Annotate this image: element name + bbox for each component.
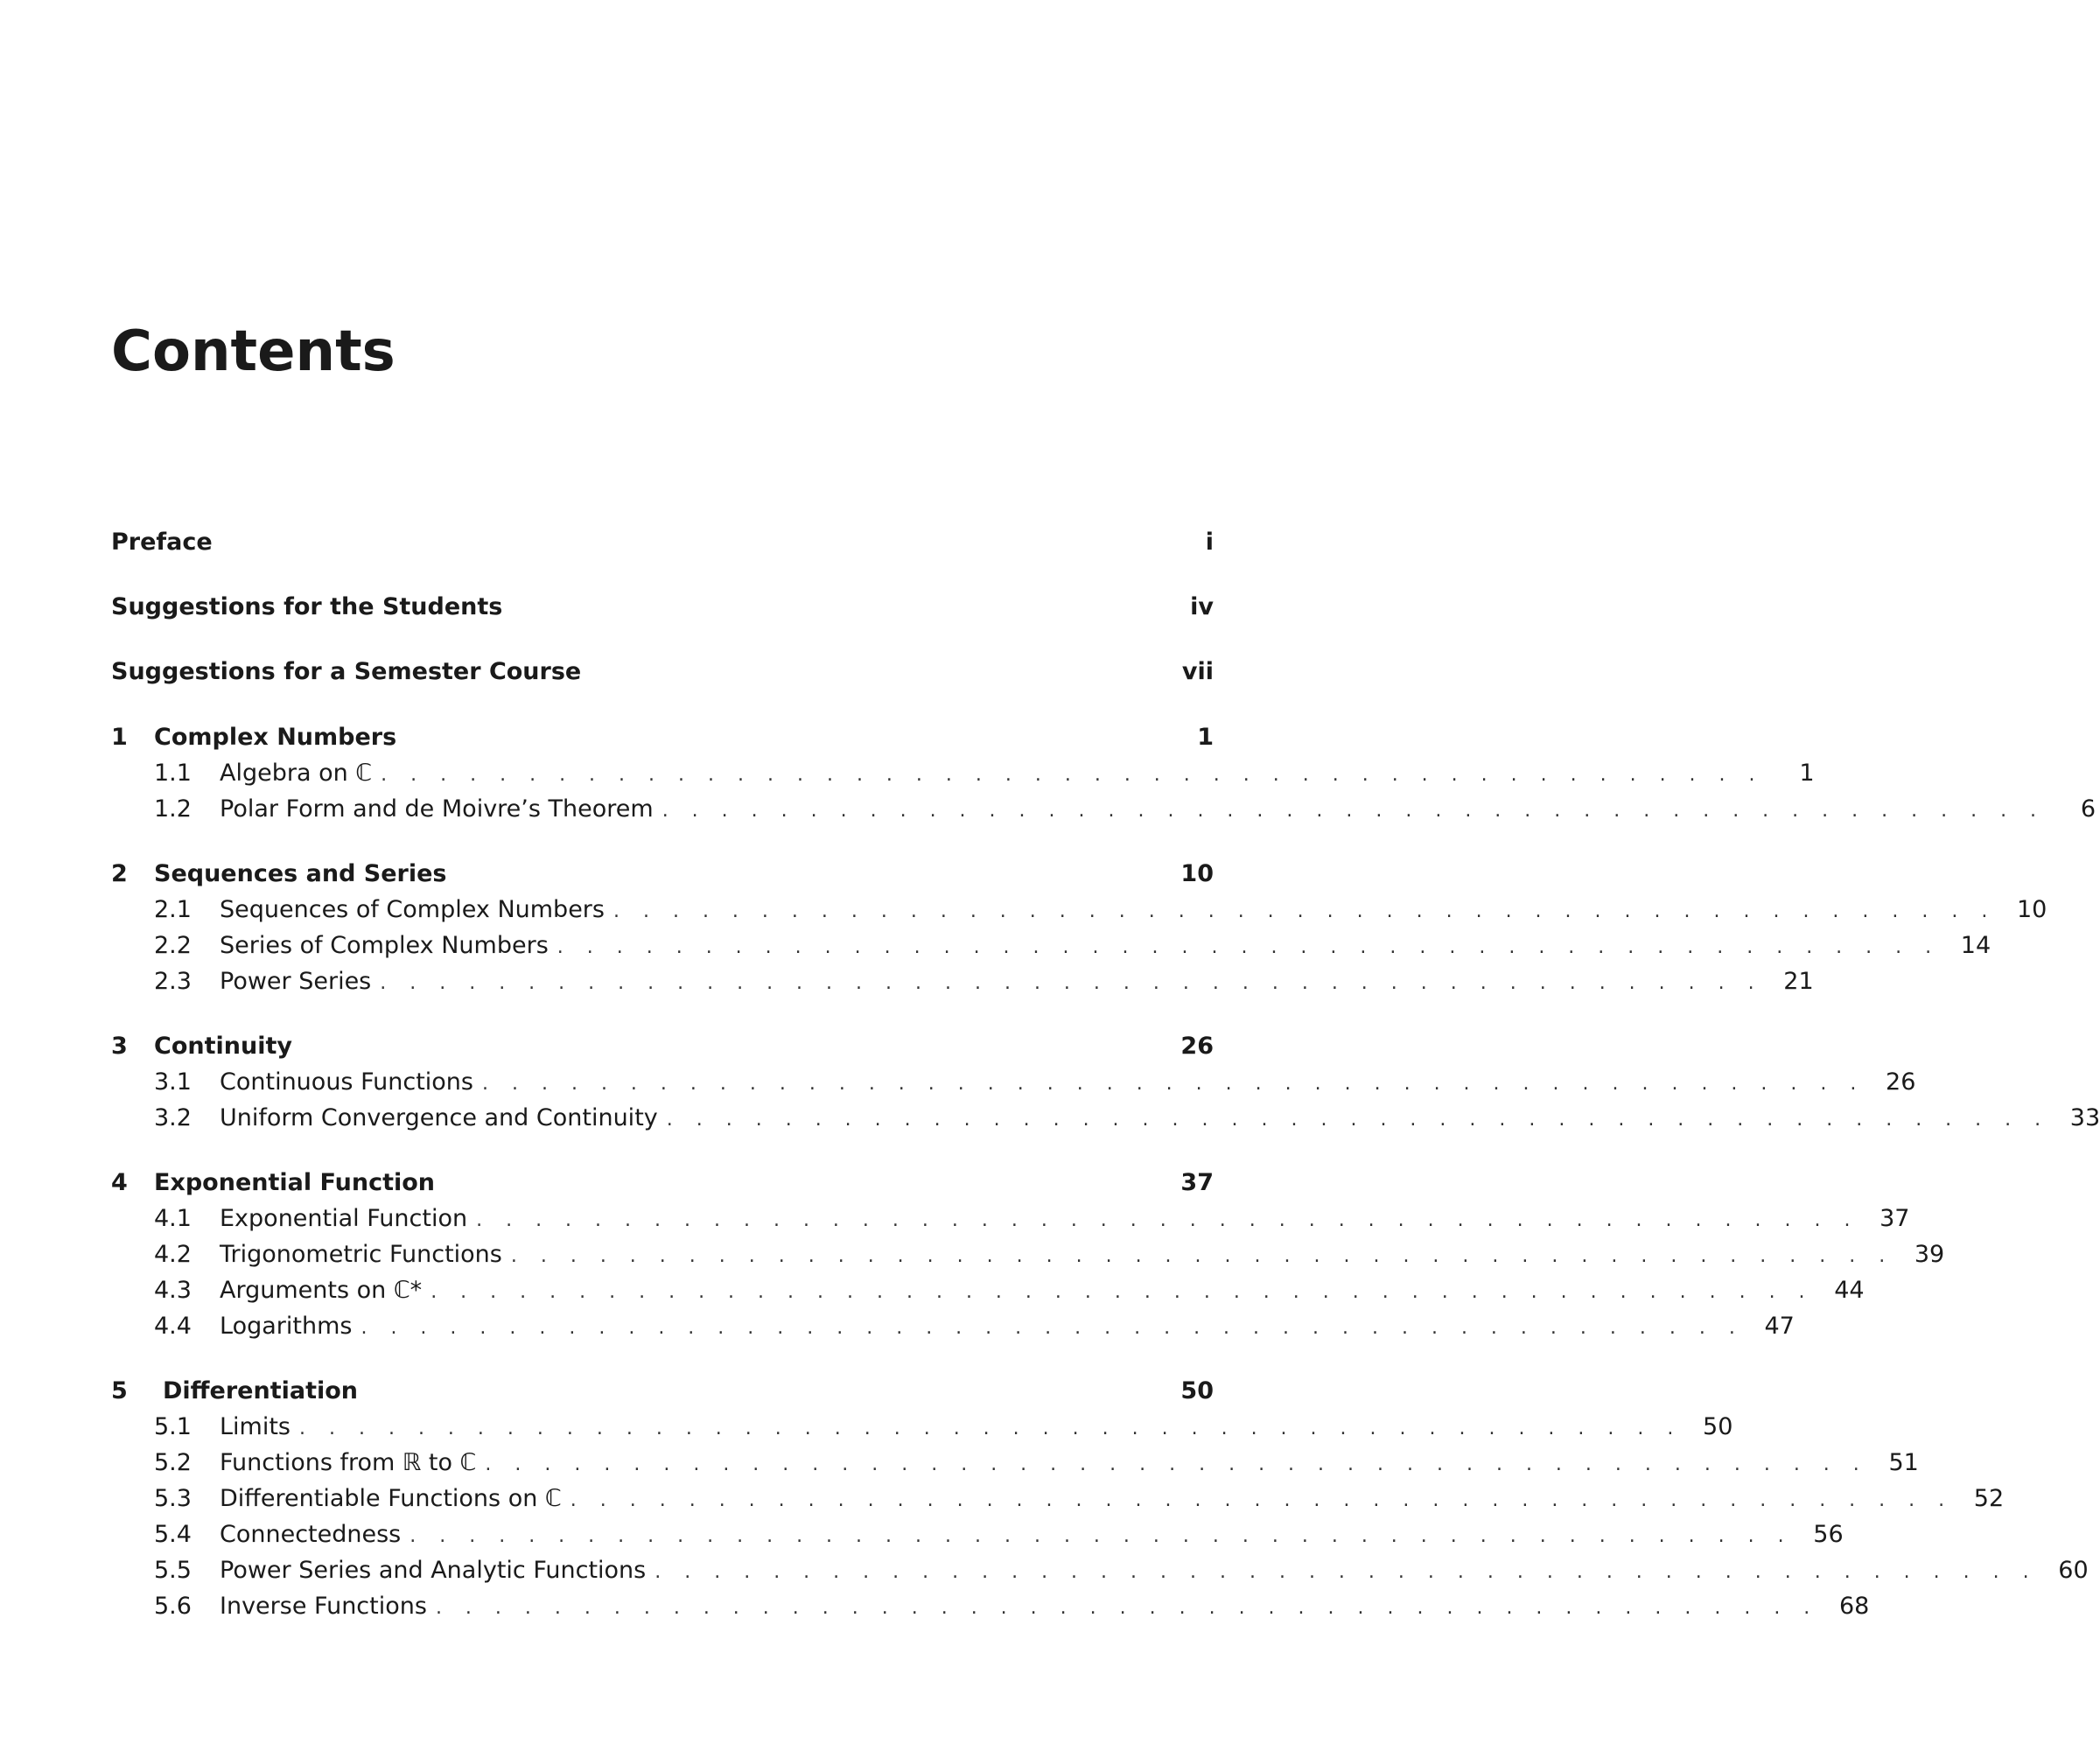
chapter-number: 1	[111, 724, 128, 751]
section-number: 5.6	[154, 1593, 192, 1620]
section-number: 4.3	[154, 1277, 192, 1304]
section-page: 33	[2069, 1104, 2100, 1131]
contents-page	[111, 0, 2100, 1751]
section-page: 47	[1764, 1313, 1795, 1340]
section-number: 2.1	[154, 896, 192, 923]
dot-leader: . . . . . . . . . . . . . . . . . . . . . . . . . . . . . . . . . . . . . . . . . . . . . . .	[299, 1418, 1683, 1439]
section-title: Functions from ℝ to ℂ	[220, 1449, 477, 1476]
chapter-entry[interactable]	[111, 719, 1214, 755]
toc-entry-title: Suggestions for a Semester Course	[111, 658, 582, 685]
dot-leader: . . . . . . . . . . . . . . . . . . . . . . . . . . . . . . . . . . . . . . . . . . . . . . .	[510, 1245, 1894, 1267]
section-title: Logarithms	[220, 1313, 353, 1340]
section-entry[interactable]	[111, 1100, 2100, 1136]
section-number: 3.1	[154, 1068, 192, 1096]
toc-entry-preface[interactable]	[111, 525, 1214, 590]
dot-leader: . . . . . . . . . . . . . . . . . . . . . . . . . . . . . . . . . . . . . . . . . . . . . . .	[666, 1109, 2050, 1131]
section-page: 37	[1880, 1205, 1910, 1232]
dot-leader: . . . . . . . . . . . . . . . . . . . . . . . . . . . . . . . . . . . . . . . . . . . . . . .	[570, 1489, 1954, 1511]
section-title: Uniform Convergence and Continuity	[220, 1104, 658, 1131]
chapter-entry[interactable]	[111, 1373, 1214, 1409]
section-title: Continuous Functions	[220, 1068, 473, 1096]
toc-entry-title: Preface	[111, 529, 213, 556]
chapter-number: 2	[111, 860, 128, 887]
dot-leader: . . . . . . . . . . . . . . . . . . . . . . . . . . . . . . . . . . . . . . . . . . . . . . .	[435, 1597, 1819, 1619]
chapter-number: 4	[111, 1169, 128, 1196]
chapter-page: 26	[1180, 1033, 1214, 1060]
dot-leader: . . . . . . . . . . . . . . . . . . . . . . . . . . . . . . . . . . . . . . . . . . . . . . .	[485, 1453, 1868, 1475]
section-number: 2.2	[154, 932, 192, 959]
section-number: 5.5	[154, 1557, 192, 1584]
chapter-page: 1	[1197, 724, 1214, 751]
section-entry[interactable]	[111, 1409, 1733, 1445]
section-title: Power Series	[220, 968, 372, 995]
chapter-title: Continuity	[154, 1033, 292, 1060]
toc-entry-suggestions-students[interactable]	[111, 590, 1214, 655]
dot-leader: . . . . . . . . . . . . . . . . . . . . . . . . . . . . . . . . . . . . . . . . . . . . . . .	[612, 900, 1997, 922]
section-entry[interactable]	[111, 928, 1992, 963]
dot-leader: . . . . . . . . . . . . . . . . . . . . . . . . . . . . . . . . . . . . . . . . . . . . . . .	[410, 1525, 1793, 1547]
section-page: 44	[1834, 1277, 1865, 1304]
section-title: Polar Form and de Moivre’s Theorem	[220, 795, 654, 823]
section-number: 1.2	[154, 795, 192, 823]
chapter-block	[111, 719, 2096, 827]
section-page: 39	[1914, 1241, 1945, 1268]
section-title: Power Series and Analytic Functions	[220, 1557, 647, 1584]
section-page: 56	[1813, 1521, 1844, 1548]
section-entry[interactable]	[111, 963, 1814, 999]
section-title: Exponential Function	[220, 1205, 468, 1232]
chapter-entry[interactable]	[111, 1028, 1214, 1064]
section-page: 52	[1973, 1485, 2005, 1512]
page-title: Contents	[111, 319, 396, 384]
section-page: 50	[1703, 1413, 1733, 1440]
section-page: 68	[1838, 1593, 1870, 1620]
section-entry[interactable]	[111, 892, 2048, 928]
chapter-number: 3	[111, 1033, 128, 1060]
section-number: 3.2	[154, 1104, 192, 1131]
section-title: Arguments on ℂ*	[220, 1277, 423, 1304]
section-entry[interactable]	[111, 1516, 1844, 1552]
dot-leader: . . . . . . . . . . . . . . . . . . . . . . . . . . . . . . . . . . . . . . . . . . . . . . .	[430, 1281, 1814, 1303]
dot-leader: . . . . . . . . . . . . . . . . . . . . . . . . . . . . . . . . . . . . . . . . . . . . . . .	[381, 764, 1764, 786]
chapter-page: 10	[1180, 860, 1214, 887]
section-page: 51	[1888, 1449, 1919, 1476]
chapter-block	[111, 856, 2048, 999]
section-entry[interactable]	[111, 1445, 1919, 1481]
chapter-page: 37	[1180, 1169, 1214, 1196]
section-entry[interactable]	[111, 1481, 2005, 1516]
section-number: 4.4	[154, 1313, 192, 1340]
section-entry[interactable]	[111, 1236, 1945, 1272]
section-number: 5.2	[154, 1449, 192, 1476]
section-title: Differentiable Functions on ℂ	[220, 1485, 562, 1512]
toc-entry-page: iv	[1190, 593, 1214, 620]
section-page: 26	[1886, 1068, 1916, 1096]
chapter-block	[111, 1373, 2089, 1624]
toc-entry-page: i	[1205, 529, 1214, 556]
section-page: 1	[1799, 760, 1815, 787]
section-entry[interactable]	[111, 1201, 1910, 1236]
section-number: 2.3	[154, 968, 192, 995]
dot-leader: . . . . . . . . . . . . . . . . . . . . . . . . . . . . . . . . . . . . . . . . . . . . . . .	[654, 1561, 2038, 1583]
section-entry[interactable]	[111, 1308, 1795, 1344]
chapter-entry[interactable]	[111, 1165, 1214, 1201]
dot-leader: . . . . . . . . . . . . . . . . . . . . . . . . . . . . . . . . . . . . . . . . . . . . . . .	[380, 972, 1763, 994]
section-entry[interactable]	[111, 1272, 1865, 1308]
section-title: Connectedness	[220, 1521, 402, 1548]
section-page: 21	[1783, 968, 1814, 995]
toc-entry-suggestions-semester[interactable]	[111, 655, 1214, 719]
table-of-contents	[111, 525, 2100, 1653]
section-number: 5.3	[154, 1485, 192, 1512]
section-title: Inverse Functions	[220, 1593, 427, 1620]
section-page: 14	[1960, 932, 1992, 959]
section-number: 1.1	[154, 760, 192, 787]
chapter-block	[111, 1165, 1945, 1344]
section-entry[interactable]	[111, 1064, 1916, 1100]
section-title: Limits	[220, 1413, 290, 1440]
section-entry[interactable]	[111, 1588, 1870, 1624]
section-number: 5.4	[154, 1521, 192, 1548]
dot-leader: . . . . . . . . . . . . . . . . . . . . . . . . . . . . . . . . . . . . . . . . . . . . . . .	[662, 800, 2046, 822]
dot-leader: . . . . . . . . . . . . . . . . . . . . . . . . . . . . . . . . . . . . . . . . . . . . . . .	[482, 1073, 1866, 1095]
section-entry[interactable]	[111, 1552, 2089, 1588]
section-title: Series of Complex Numbers	[220, 932, 549, 959]
section-number: 4.1	[154, 1205, 192, 1232]
section-number: 4.2	[154, 1241, 192, 1268]
section-number: 5.1	[154, 1413, 192, 1440]
dot-leader: . . . . . . . . . . . . . . . . . . . . . . . . . . . . . . . . . . . . . . . . . . . . . . .	[360, 1317, 1744, 1339]
section-entry[interactable]	[111, 755, 1815, 791]
section-title: Sequences of Complex Numbers	[220, 896, 605, 923]
dot-leader: . . . . . . . . . . . . . . . . . . . . . . . . . . . . . . . . . . . . . . . . . . . . . . .	[476, 1209, 1859, 1231]
chapter-title: Sequences and Series	[154, 860, 447, 887]
section-page: 60	[2058, 1557, 2089, 1584]
dot-leader: . . . . . . . . . . . . . . . . . . . . . . . . . . . . . . . . . . . . . . . . . . . . . . .	[556, 936, 1941, 958]
section-page: 10	[2017, 896, 2048, 923]
toc-entry-page: vii	[1181, 658, 1214, 685]
toc-entry-title: Suggestions for the Students	[111, 593, 503, 620]
chapter-title: Complex Numbers	[154, 724, 397, 751]
chapter-block	[111, 1028, 2100, 1136]
section-entry[interactable]	[111, 791, 2096, 827]
chapter-page: 50	[1180, 1377, 1214, 1404]
section-page: 6	[2080, 795, 2096, 823]
chapter-title: Differentiation	[163, 1377, 359, 1404]
chapter-entry[interactable]	[111, 856, 1214, 892]
chapter-number: 5	[111, 1377, 128, 1404]
section-title: Algebra on ℂ	[220, 760, 373, 787]
chapter-title: Exponential Function	[154, 1169, 436, 1196]
section-title: Trigonometric Functions	[220, 1241, 502, 1268]
